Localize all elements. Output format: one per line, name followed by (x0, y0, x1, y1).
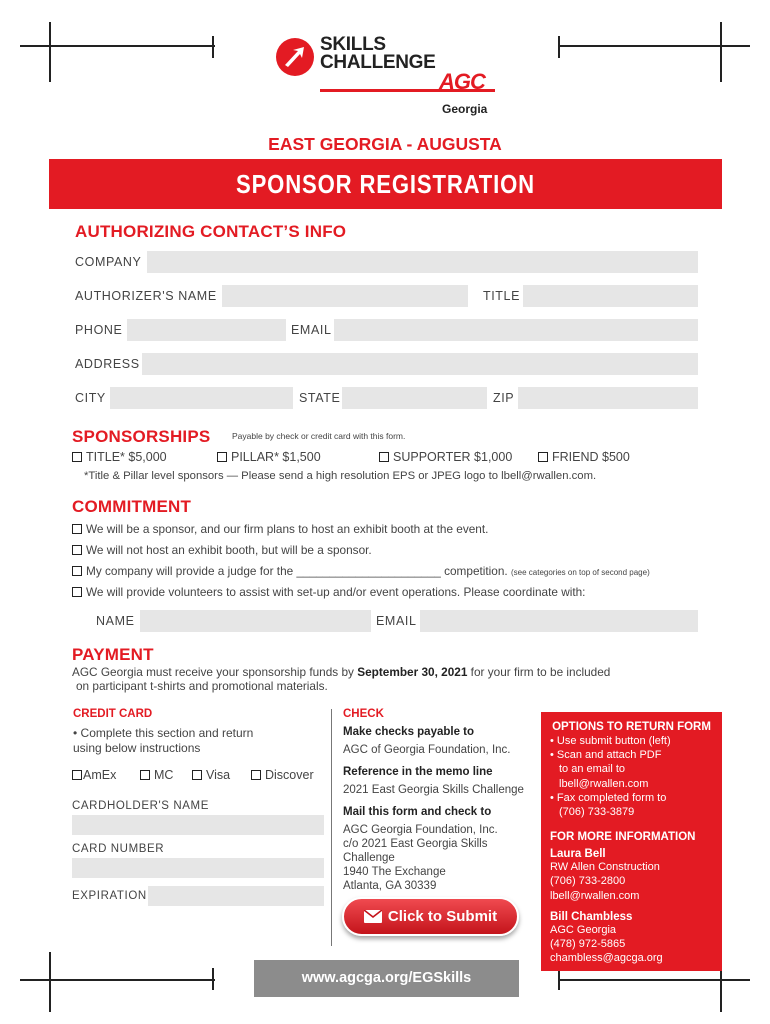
card-discover[interactable]: Discover (251, 768, 314, 782)
submit-label: Click to Submit (387, 908, 498, 925)
banner (49, 159, 722, 209)
address-field[interactable] (142, 353, 698, 375)
return-options: • Use submit button (left) • Scan and attach PDF to an email to lbell@rwallen.com • Fax completed form to (706) 733-3879 (550, 735, 671, 819)
region-title: EAST GEORGIA - AUGUSTA (268, 134, 502, 154)
contact-2-name: Bill Chambless (550, 910, 633, 923)
payment-text-line2: on participant t-shirts and promotional materials. (76, 679, 328, 693)
mail-address: AGC Georgia Foundation, Inc. c/o 2021 East Georgia Skills Challenge 1940 The Exchange Atlanta, GA 30339 (343, 824, 498, 892)
contact-1-name: Laura Bell (550, 848, 606, 861)
logo-line2: CHALLENGE (320, 52, 436, 73)
commitment-item-2[interactable]: We will not host an exhibit booth, but will be a sponsor. (72, 543, 372, 557)
volunteer-name-field[interactable] (140, 610, 371, 632)
cardholder-field[interactable] (72, 815, 324, 835)
payment-deadline: September 30, 2021 (357, 665, 468, 679)
crop-mark (720, 22, 722, 82)
crop-mark (212, 968, 214, 990)
payable-to: AGC of Georgia Foundation, Inc. (343, 744, 511, 756)
commitment-heading: COMMITMENT (72, 497, 192, 516)
checkbox[interactable] (72, 524, 82, 534)
crop-mark (49, 22, 51, 82)
title-field[interactable] (523, 285, 698, 307)
volunteer-name-label: NAME (96, 614, 135, 628)
footer-url[interactable]: www.agcga.org/EGSkills (301, 970, 472, 986)
checkbox[interactable] (72, 566, 82, 576)
envelope-icon (364, 910, 382, 923)
company-label: COMPANY (75, 255, 142, 269)
payment-text: AGC Georgia must receive your sponsorship funds by September 30, 2021 for your firm to be included (72, 665, 611, 679)
sponsorships-footnote: *Title & Pillar level sponsors — Please send a high resolution EPS or JPEG logo to lbell@rwallen.com. (84, 470, 597, 482)
crop-mark (49, 952, 51, 1012)
column-divider (331, 709, 332, 946)
phone-label: PHONE (75, 323, 123, 337)
phone-field[interactable] (127, 319, 286, 341)
checkbox[interactable] (72, 770, 82, 780)
credit-instr-2: using below instructions (73, 741, 201, 755)
logo-agc: AGC (439, 69, 485, 94)
email-field[interactable] (334, 319, 698, 341)
volunteer-email-field[interactable] (420, 610, 698, 632)
title-label: TITLE (483, 289, 521, 303)
card-visa[interactable]: Visa (192, 768, 230, 782)
check-heading: CHECK (343, 708, 384, 720)
sponsorships-heading: SPONSORSHIPS (72, 427, 211, 446)
address-label: ADDRESS (75, 357, 140, 371)
expiration-label: EXPIRATION (72, 890, 147, 902)
checkbox[interactable] (140, 770, 150, 780)
crop-mark (20, 979, 215, 981)
crop-mark (558, 45, 750, 47)
credit-heading: CREDIT CARD (73, 708, 153, 720)
memo-heading: Reference in the memo line (343, 766, 493, 778)
zip-label: ZIP (493, 391, 515, 405)
email-label: EMAIL (291, 323, 332, 337)
credit-instr-1: • Complete this section and return (73, 726, 254, 740)
banner-title: SPONSOR REGISTRATION (235, 169, 536, 199)
crop-mark (558, 36, 560, 58)
logo-georgia: Georgia (442, 102, 488, 116)
authorizer-field[interactable] (222, 285, 468, 307)
info-sidebar (541, 712, 722, 971)
sponsorships-note: Payable by check or credit card with this form. (232, 431, 406, 441)
city-label: CITY (75, 391, 106, 405)
checkbox[interactable] (72, 452, 82, 462)
memo-text: 2021 East Georgia Skills Challenge (343, 784, 524, 796)
card-amex[interactable]: AmEx (72, 768, 116, 782)
contact-1-details: RW Allen Construction (706) 733-2800 lbell@rwallen.com (550, 861, 660, 902)
logo-arrow-icon (276, 38, 314, 76)
options-heading: OPTIONS TO RETURN FORM (552, 721, 711, 733)
volunteer-email-label: EMAIL (376, 614, 417, 628)
crop-mark (20, 45, 215, 47)
checkbox[interactable] (538, 452, 548, 462)
payment-heading: PAYMENT (72, 645, 154, 664)
zip-field[interactable] (518, 387, 698, 409)
commitment-item-1[interactable]: We will be a sponsor, and our firm plans to host an exhibit booth at the event. (72, 522, 488, 536)
crop-mark (558, 979, 750, 981)
contact-heading: AUTHORIZING CONTACT’S INFO (75, 222, 347, 241)
checkbox[interactable] (217, 452, 227, 462)
state-field[interactable] (342, 387, 487, 409)
card-number-label: CARD NUMBER (72, 843, 165, 855)
crop-mark (212, 36, 214, 58)
option-title[interactable]: TITLE* $5,000 (72, 450, 167, 464)
info-heading: FOR MORE INFORMATION (550, 831, 696, 844)
logo (276, 36, 506, 118)
crop-mark (558, 968, 560, 990)
logo-line1: SKILLS (320, 34, 386, 55)
payable-heading: Make checks payable to (343, 726, 475, 738)
submit-button[interactable] (342, 897, 519, 936)
company-field[interactable] (147, 251, 698, 273)
mail-heading: Mail this form and check to (343, 806, 492, 818)
commitment-item-3[interactable]: My company will provide a judge for the ______________________ competition. (see categories on top of second page) (72, 564, 650, 578)
option-supporter[interactable]: SUPPORTER $1,000 (379, 450, 512, 464)
card-number-field[interactable] (72, 858, 324, 878)
checkbox[interactable] (72, 545, 82, 555)
checkbox[interactable] (192, 770, 202, 780)
checkbox[interactable] (379, 452, 389, 462)
judge-note: (see categories on top of second page) (510, 568, 650, 577)
checkbox[interactable] (72, 587, 82, 597)
option-friend[interactable]: FRIEND $500 (538, 450, 630, 464)
city-field[interactable] (110, 387, 293, 409)
option-pillar[interactable]: PILLAR* $1,500 (217, 450, 321, 464)
expiration-field[interactable] (148, 886, 324, 906)
commitment-item-4[interactable]: We will provide volunteers to assist with set-up and/or event operations. Please coordinate with: (72, 585, 585, 599)
card-mc[interactable]: MC (140, 768, 173, 782)
authorizer-label: AUTHORIZER'S NAME (75, 289, 217, 303)
state-label: STATE (299, 391, 341, 405)
checkbox[interactable] (251, 770, 261, 780)
cardholder-label: CARDHOLDER'S NAME (72, 800, 209, 812)
footer-bar (254, 960, 519, 997)
contact-2-details: AGC Georgia (478) 972-5865 chambless@agcga.org (550, 923, 663, 965)
